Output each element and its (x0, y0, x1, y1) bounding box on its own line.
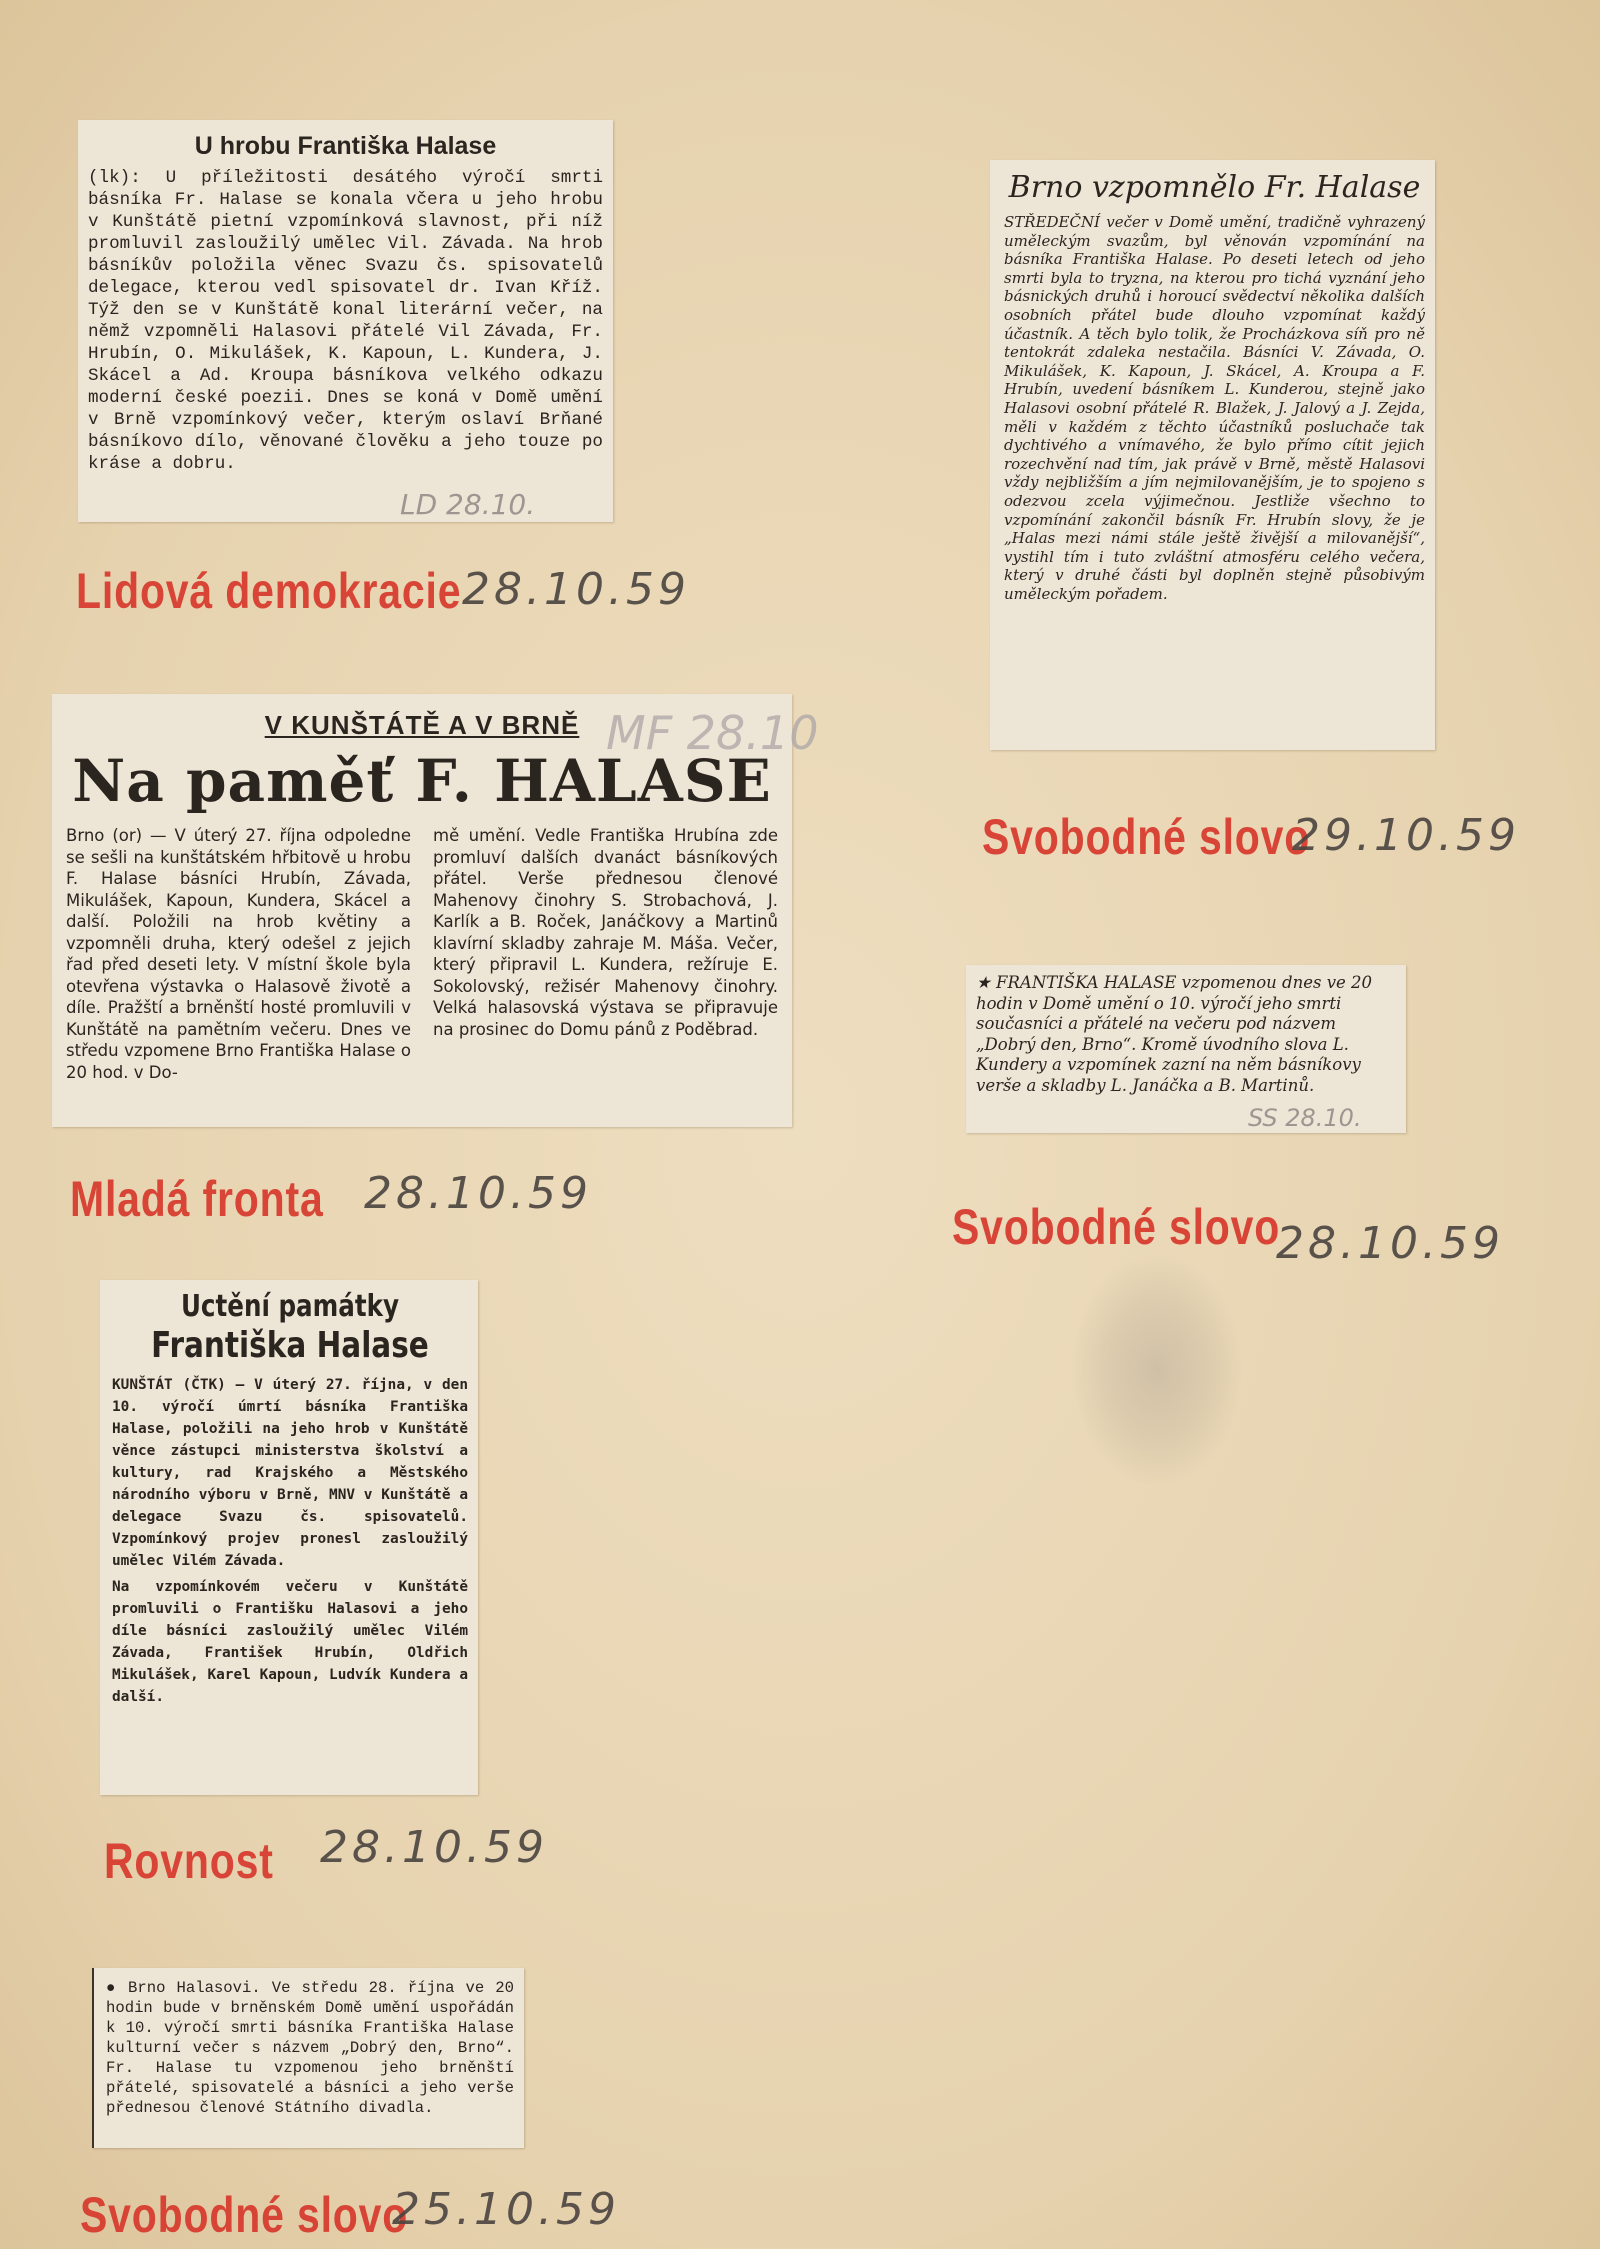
clipping-body: STŘEDEČNÍ večer v Domě umění, tradičně vyhrazený uměleckým svazům, byl věnován vzpomínání na básníka Františka Halase. Po deseti letech od jeho smrti byla to tryzna, na kterou pro tichá vyznání jeho básnických druhů i horoucí svědectví několika dalších osobních přátel bude dlouho vzpomínat každý účastník. A těch bylo tolik, že Procházkova síň pro ně tentokrát zdaleka nestačila. Básníci V. Závada, O. Mikulášek, K. Kapoun, J. Skácel, A. Kroupa a F. Hrubín, uvedení básníkem L. Kunderou, stejně jako Halasovi osobní přátelé R. Blažek, J. Jalový a J. Zejda, měli v každém z těchto účastníků posluchače tak dychtivého a vnímavého, že bylo přímo cítit jejich rozechvění nad tím, jak právě v Brně, městě Halasovi vždy nejbližším a jím nejmilovanějším, je to spojeno s odezvou zcela výjimečnou. Jestliže všechno to vzpomínání zakončil básník Fr. Hrubín slovy, že je „Halas mezi námi stále ještě živější a milovanější“, vystihl tím i tuto zvláštní atmosféru celého večera, který v druhé části byl doplněn stejně působivým uměleckým pořadem. (1004, 213, 1425, 603)
clipping-title: Brno vzpomnělo Fr. Halase (1008, 170, 1421, 205)
handwritten-note: SS 28.10. (1248, 1104, 1362, 1132)
clipping-title: U hrobu Františka Halase (194, 132, 497, 160)
newspaper-stamp: Svobodné slovo (952, 1199, 1281, 1255)
handwritten-date: 25.10.59 (392, 2184, 620, 2235)
clipping-column-1: Brno (or) — V úterý 27. října odpoledne se sešli na kunštátském hřbitově u hrobu F. Halase básníci Hrubín, Závada, Mikulášek, Kapoun, Kundera, Skácel a další. Položili na hrob květiny a vzpomněli druha, který odešel z jejich řad před deseti lety. V místní škole byla otevřena výstavka o Halasově životě a díle. Pražští a brněnští hosté promluvili v Kunštátě na pamětním večeru. Dnes ve středu vzpomene Brno Františka Halase o 20 hod. v Do- (66, 826, 411, 1082)
paper-stain (1072, 1255, 1242, 1485)
clipping-title-line-2: Františka Halase (151, 1324, 429, 1366)
clipping-u-hrobu (78, 120, 613, 522)
newspaper-stamp: Svobodné slovo (80, 2187, 409, 2243)
clipping-body: ★ FRANTIŠKA HALASE vzpomenou dnes ve 20 hodin v Domě umění o 10. výročí jeho smrti současníci a přátelé na večeru pod názvem „Dobrý den, Brno“. Kromě úvodního slova L. Kundery a vzpomínek zazní na něm básníkovy verše a skladby L. Janáčka a B. Martinů. (976, 973, 1373, 1095)
clipping-paragraph-1: KUNŠTÁT (ČTK) — V úterý 27. října, v den 10. výročí úmrtí básníka Františka Halase, položili na jeho hrob v Kunštátě věnce zástupci ministerstva školství a kultury, rad Krajského a Městského národního výboru v Brně, MNV v Kunštátě a delegace Svazu čs. spisovatelů. Vzpomínkový projev pronesl zasloužilý umělec Vilém Závada. (112, 1376, 468, 1569)
handwritten-note: MF 28.10 (606, 706, 819, 760)
handwritten-date: 29.10.59 (1292, 810, 1520, 861)
newspaper-stamp: Svobodné slovo (982, 809, 1311, 865)
newspaper-stamp: Mladá fronta (70, 1171, 324, 1227)
clipping-title: Na paměť F. HALASE (72, 747, 772, 815)
clipping-column-2: mě umění. Vedle Františka Hrubína zde promluví dalších dvanáct básníkových přátel. Verše přednesou členové Mahenovy činohry S. Strobachová, J. Karlík a B. Roček, Janáčkovy a Martinů klavírní skladby zahraje M. Máša. Večer, který připravil L. Kundera, režíruje E. Sokolovský, režisér Mahenovy činohry. Velká halasovská výstava se připravuje na prosinec do Domu pánů z Poděbrad. (433, 826, 778, 1039)
handwritten-date: 28.10.59 (462, 564, 690, 615)
clipping-ucteni-pamatky (100, 1280, 478, 1795)
clipping-title-line-1: Uctění památky (180, 1289, 400, 1324)
newspaper-stamp: Rovnost (104, 1833, 274, 1889)
clipping-columns (66, 825, 778, 1083)
handwritten-date: 28.10.59 (320, 1822, 548, 1873)
clipping-brno-halasovi (92, 1968, 524, 2148)
handwritten-note: LD 28.10. (400, 488, 536, 521)
handwritten-date: 28.10.59 (364, 1168, 592, 1219)
clipping-brno-vzpomnelo (990, 160, 1435, 750)
clipping-body: ● Brno Halasovi. Ve středu 28. října ve 20 hodin bude v brněnském Domě umění uspořádán k 10. výročí smrti básníka Františka Halase kulturní večer s názvem „Dobrý den, Brno“. Fr. Halase tu vzpomenou jeho brněnští přátelé, spisovatelé a básníci a jeho verše přednesou členové Státního divadla. (106, 1979, 514, 2117)
newspaper-stamp: Lidová demokracie (76, 563, 462, 619)
clipping-paragraph-2: Na vzpomínkovém večeru v Kunštátě promluvili o Františku Halasovi a jeho díle básníci zasloužilý umělec Vilém Závada, František Hrubín, Oldřich Mikulášek, Karel Kapoun, Ludvík Kundera a další. (112, 1578, 468, 1705)
clipping-kicker: V KUNŠTÁTĚ A V BRNĚ (264, 710, 580, 740)
handwritten-date: 28.10.59 (1276, 1218, 1504, 1269)
clipping-body: (lk): U příležitosti desátého výročí smrti básníka Fr. Halase se konala včera u jeho hrobu v Kunštátě pietní vzpomínková slavnost, při níž promluvil zasloužilý umělec Vil. Závada. Na hrob básníkův položila věnec Svazu čs. spisovatelů delegace, kterou vedl spisovatel dr. Ivan Kříž. Týž den se v Kunštátě konal literární večer, na němž vzpomněli Halasovi přátelé Vil Závada, Fr. Hrubín, O. Mikulášek, K. Kapoun, L. Kundera, J. Skácel a Ad. Kroupa básníkova velkého odkazu moderní české poezii. Dnes se koná v Domě umění v Brně vzpomínkový večer, kterým oslaví Brňané básníkovo dílo, věnované člověku a jeho touze po kráse a dobru. (88, 168, 603, 474)
